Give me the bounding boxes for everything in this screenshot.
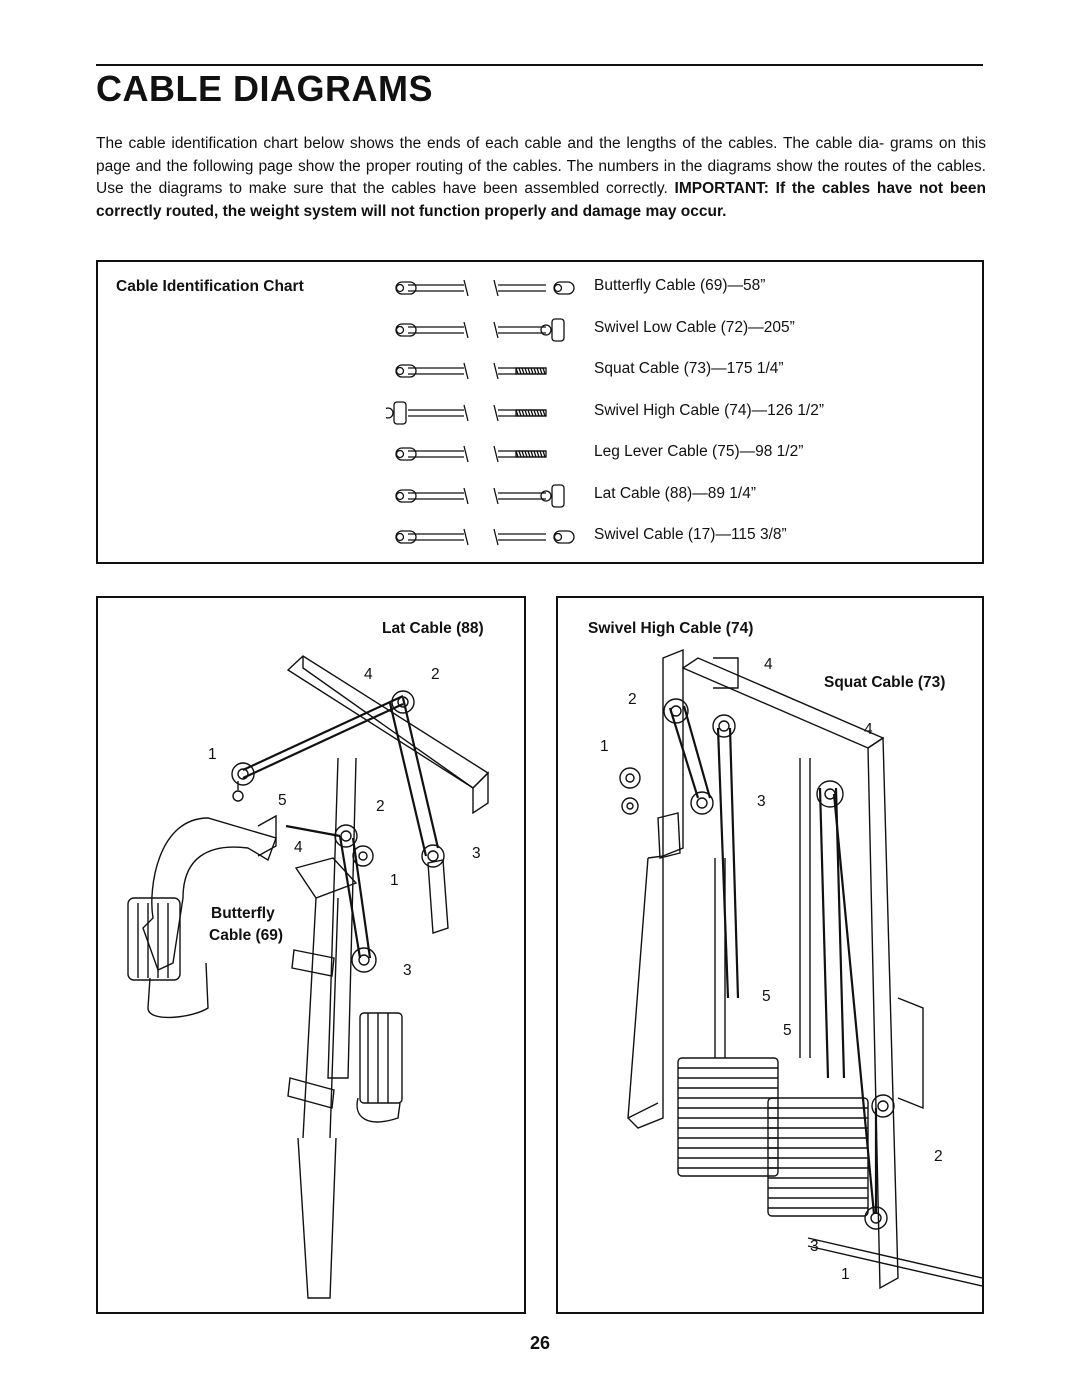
lat-num-4b: 4	[294, 839, 303, 856]
eye-end-icon	[397, 534, 404, 541]
cable-row	[98, 438, 982, 478]
eye-end-icon	[555, 285, 562, 292]
eye-end-icon	[397, 492, 404, 499]
swivel-num-1b: 1	[841, 1266, 850, 1283]
swivel-squat-cable-diagram	[556, 596, 984, 1314]
swivel-num-1: 1	[600, 738, 609, 755]
intro-paragraph	[96, 133, 986, 223]
cable-label: Swivel Cable (17)—115 3/8”	[594, 526, 787, 543]
squat-cable-label: Squat Cable (73)	[824, 674, 946, 691]
important-note: IMPORTANT: If the cables have not been correctly routed, the weight system will not function properly and damage may occur.	[96, 180, 986, 220]
lat-diagram-title: Lat Cable (88)	[382, 620, 484, 637]
chart-title: Cable Identification Chart	[116, 278, 304, 295]
cable-end-drawing	[386, 438, 586, 470]
cable-label: Swivel High Cable (74)—126 1/2”	[594, 401, 825, 419]
title-rule	[96, 64, 983, 66]
lat-machine-drawing	[98, 598, 524, 1312]
cable-identification-chart	[96, 260, 984, 564]
intro-text: The cable identification chart below shows the ends of each cable and the lengths of the cables. The cable dia- grams on this page and the following page show the proper routing of the cables. The numbers in the diagrams show the routes of the cables. Use the diagrams to make sure that the cables have been assembled correctly.	[96, 135, 986, 197]
cable-end-drawing	[386, 355, 586, 387]
butterfly-label-line2: Cable (69)	[209, 927, 284, 944]
swivel-machine-drawing	[558, 598, 982, 1312]
swivel-num-4: 4	[764, 656, 773, 673]
lat-cable-diagram	[96, 596, 526, 1314]
eye-end-icon	[397, 285, 404, 292]
cable-end-drawing	[386, 272, 586, 304]
eye-end-icon	[397, 368, 404, 375]
swivel-num-2: 2	[628, 691, 637, 708]
cable-end-drawing	[386, 397, 586, 429]
cable-label: Lat Cable (88)—89 1/4”	[594, 484, 756, 502]
cable-end-drawing	[386, 480, 586, 512]
swivel-num-3b: 3	[810, 1238, 819, 1255]
cable-end-drawing	[386, 521, 586, 553]
cable-label: Butterfly Cable (69)—58”	[594, 277, 766, 294]
cable-label: Squat Cable (73)—175 1/4”	[594, 360, 784, 377]
swivel-end-icon	[552, 485, 564, 507]
lat-num-1: 1	[208, 746, 217, 763]
swivel-end-icon	[552, 319, 564, 341]
swivel-num-5: 5	[762, 988, 771, 1005]
lat-num-2: 2	[431, 666, 440, 683]
swivel-num-3: 3	[757, 793, 766, 810]
eye-end-icon	[397, 326, 404, 333]
lat-num-2b: 2	[376, 798, 385, 815]
lat-num-3: 3	[472, 845, 481, 862]
swivel-diagram-title: Swivel High Cable (74)	[588, 620, 754, 637]
swivel-num-2b: 2	[934, 1148, 943, 1165]
lat-num-1b: 1	[390, 872, 399, 889]
swivel-end-icon	[394, 402, 406, 424]
swivel-num-4b: 4	[864, 721, 873, 738]
page-title: CABLE DIAGRAMS	[96, 68, 433, 109]
cable-label: Swivel Low Cable (72)—205”	[594, 318, 795, 336]
swivel-num-5b: 5	[783, 1022, 792, 1039]
cable-label: Leg Lever Cable (75)—98 1/2”	[594, 443, 804, 460]
eye-end-icon	[555, 534, 562, 541]
lat-num-3b: 3	[403, 962, 412, 979]
cable-row	[98, 521, 982, 561]
page-number: 26	[529, 1333, 551, 1353]
cable-row	[98, 272, 982, 312]
cable-end-drawing	[386, 314, 586, 346]
lat-num-5: 5	[278, 792, 287, 809]
butterfly-label-line1: Butterfly	[211, 905, 275, 922]
eye-end-icon	[397, 451, 404, 458]
cable-row	[98, 480, 982, 520]
cable-row	[98, 397, 982, 437]
cable-row	[98, 355, 982, 395]
cable-row	[98, 314, 982, 354]
lat-num-4: 4	[364, 666, 373, 683]
